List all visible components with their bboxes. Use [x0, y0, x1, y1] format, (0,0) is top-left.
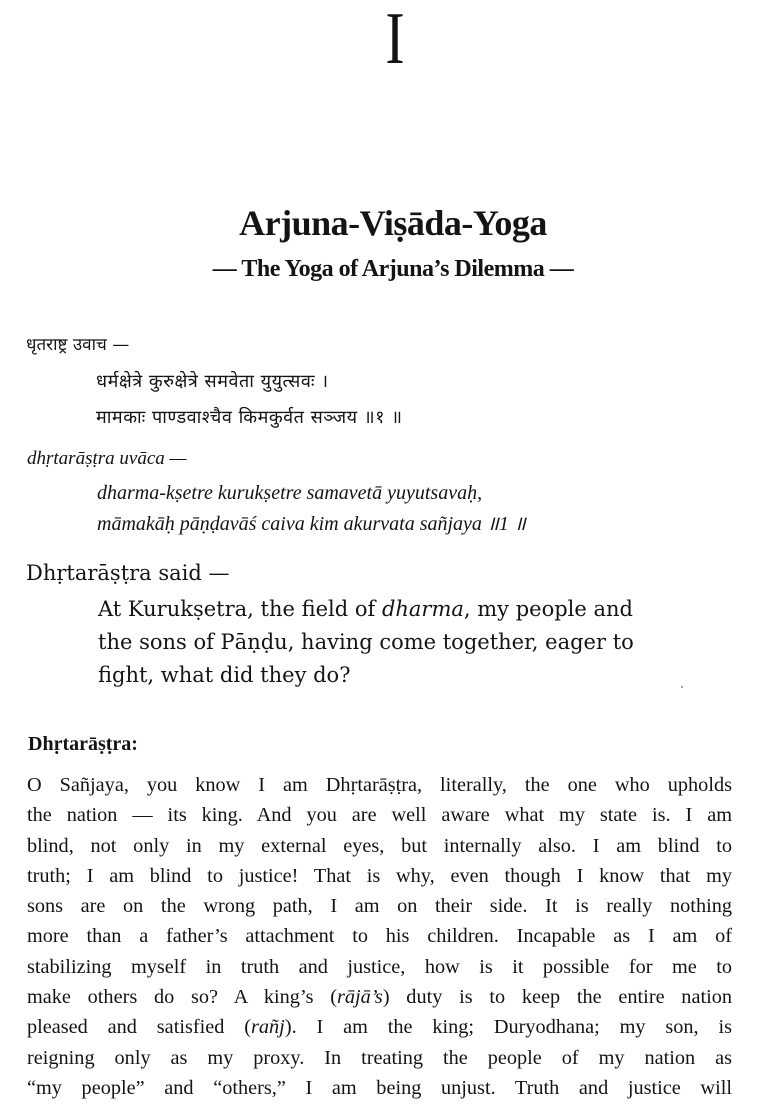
paper-speck	[681, 686, 683, 688]
italic-term: rājā’s	[336, 986, 383, 1009]
commentary-line: blind, not only in my external eyes, but internally also. I am blind to	[27, 834, 732, 857]
commentary-heading: Dhṛtarāṣṭra:	[28, 733, 138, 755]
commentary-line: sons are on the wrong path, I am on their side. It is really nothing	[27, 895, 732, 918]
sanskrit-speaker: धृतराष्ट्र उवाच —	[26, 335, 130, 355]
commentary-line: reigning only as my proxy. In treating the people of my nation as	[27, 1046, 732, 1069]
commentary-line: O Sañjaya, you know I am Dhṛtarāṣṭra, literally, the one who upholds	[27, 774, 732, 796]
sanskrit-verse-line: धर्मक्षेत्रे कुरुक्षेत्रे समवेता युयुत्सवः ।	[96, 371, 329, 392]
translation-line: At Kurukṣetra, the field of dharma, my people and	[98, 597, 633, 621]
chapter-title: Arjuna-Viṣāda-Yoga	[239, 203, 547, 243]
commentary-line: truth; I am blind to justice! That is why, even though I know that my	[27, 864, 732, 887]
translation-verse	[98, 593, 718, 692]
transliteration-speaker: dhṛtarāṣṭra uvāca —	[27, 448, 187, 469]
commentary-line: stabilizing myself in truth and justice, how is it possible for me to	[27, 955, 732, 978]
chapter-subtitle: — The Yoga of Arjuna’s Dilemma —	[212, 256, 574, 282]
transliteration-verse-line: māmakāḥ pāṇḍavāś caiva kim akurvata sañjaya ॥1 ॥	[97, 513, 526, 535]
commentary-line: pleased and satisfied (rañj). I am the king; Duryodhana; my son, is	[27, 1016, 732, 1039]
commentary-body	[27, 770, 732, 1103]
commentary-line: make others do so? A king’s (rājā’s) duty is to keep the entire nation	[27, 986, 733, 1009]
translation-speaker: Dhṛtarāṣṭra said —	[26, 561, 230, 585]
italic-term: rañj	[251, 1016, 285, 1039]
commentary-line: more than a father’s attachment to his children. Incapable as I am of	[27, 925, 732, 948]
italic-term: dharma	[381, 597, 464, 621]
translation-line: the sons of Pāṇḍu, having come together, eager to	[98, 630, 634, 654]
commentary-line: the nation — its king. And you are well aware what my state is. I am	[27, 804, 732, 827]
translation-line: fight, what did they do?	[98, 663, 351, 687]
chapter-number: I	[385, 0, 405, 80]
transliteration-verse-line: dharma-kṣetre kurukṣetre samavetā yuyutsavaḥ,	[97, 482, 483, 504]
sanskrit-verse-line: मामकाः पाण्डवाश्चैव किमकुर्वत सञ्जय ॥१ ॥	[96, 407, 403, 428]
commentary-line: “my people” and “others,” I am being unjust. Truth and justice will	[27, 1076, 732, 1099]
